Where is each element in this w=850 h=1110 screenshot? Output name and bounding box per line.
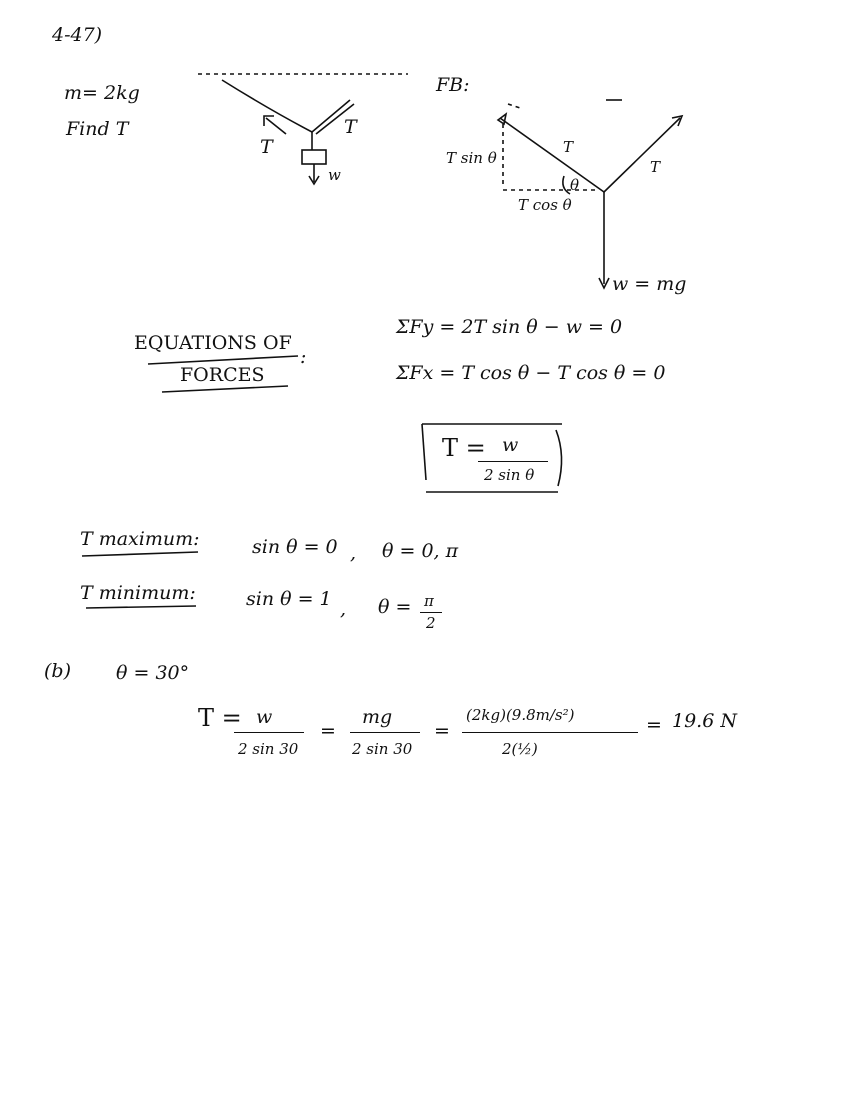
boxed-lhs: T =: [442, 434, 486, 462]
part-b-equals-3: =: [646, 714, 662, 736]
fbd-tension-rope-left: T: [563, 138, 574, 156]
given-task: Find T: [66, 118, 129, 140]
t-maximum-separator: ,: [350, 542, 357, 564]
t-minimum-label: T minimum:: [80, 582, 196, 604]
part-b-fraction3-numerator: (2kg)(9.8m/s²): [466, 706, 575, 724]
sketch-figure: [198, 74, 408, 184]
part-b-fraction2-bar: [350, 732, 420, 733]
sketch-weight: w: [328, 166, 341, 184]
sum-fy-equation: ΣFy = 2T sin θ − w = 0: [396, 316, 623, 338]
t-minimum-separator: ,: [340, 598, 347, 620]
t-minimum-condition: sin θ = 1: [246, 588, 332, 610]
boxed-denominator: 2 sin θ: [484, 466, 535, 484]
part-b-fraction3-bar: [462, 732, 638, 733]
fbd-t-sin-theta: T sin θ: [446, 149, 497, 167]
part-b-fraction1-bar: [234, 732, 304, 733]
part-b-result: 19.6 N: [672, 710, 737, 732]
part-b-fraction1-denominator: 2 sin 30: [238, 740, 299, 758]
t-maximum-result: θ = 0, π: [382, 540, 459, 562]
t-maximum-condition: sin θ = 0: [252, 536, 338, 558]
equations-heading-line1: EQUATIONS OF: [134, 332, 292, 354]
fbd-theta: θ: [570, 176, 580, 194]
sum-fx-equation: ΣFx = T cos θ − T cos θ = 0: [396, 362, 666, 384]
part-b-angle: θ = 30°: [116, 662, 190, 684]
part-b-fraction3-denominator: 2(½): [502, 740, 538, 758]
boxed-fraction-bar: [478, 461, 548, 462]
fbd-title: FB:: [436, 74, 470, 96]
fbd-t-cos-theta: T cos θ: [518, 196, 572, 214]
t-minimum-fraction-bar: [420, 612, 442, 613]
equations-heading-line2: FORCES: [180, 364, 265, 386]
part-b-fraction2-denominator: 2 sin 30: [352, 740, 413, 758]
sketch-tension-right: T: [344, 116, 357, 138]
t-maximum-label: T maximum:: [80, 528, 200, 550]
t-minimum-result-lhs: θ =: [378, 596, 412, 618]
part-b-fraction1-numerator: w: [256, 706, 273, 728]
part-b-lhs: T =: [198, 704, 242, 732]
free-body-diagram: [498, 100, 682, 288]
part-b-equals-2: =: [434, 720, 450, 742]
t-minimum-result-numerator: π: [424, 592, 434, 610]
fbd-weight: w = mg: [612, 273, 687, 295]
part-b-fraction2-numerator: mg: [362, 706, 393, 728]
equations-colon: :: [300, 346, 307, 368]
sketch-tension-left: T: [260, 136, 273, 158]
given-mass: m= 2kg: [64, 82, 140, 104]
part-b-label: (b): [44, 660, 71, 682]
problem-number: 4-47): [52, 24, 103, 46]
fbd-tension-rope-right: T: [650, 158, 661, 176]
t-minimum-result-denominator: 2: [426, 614, 436, 632]
boxed-numerator: w: [502, 434, 519, 456]
part-b-equals-1: =: [320, 720, 336, 742]
